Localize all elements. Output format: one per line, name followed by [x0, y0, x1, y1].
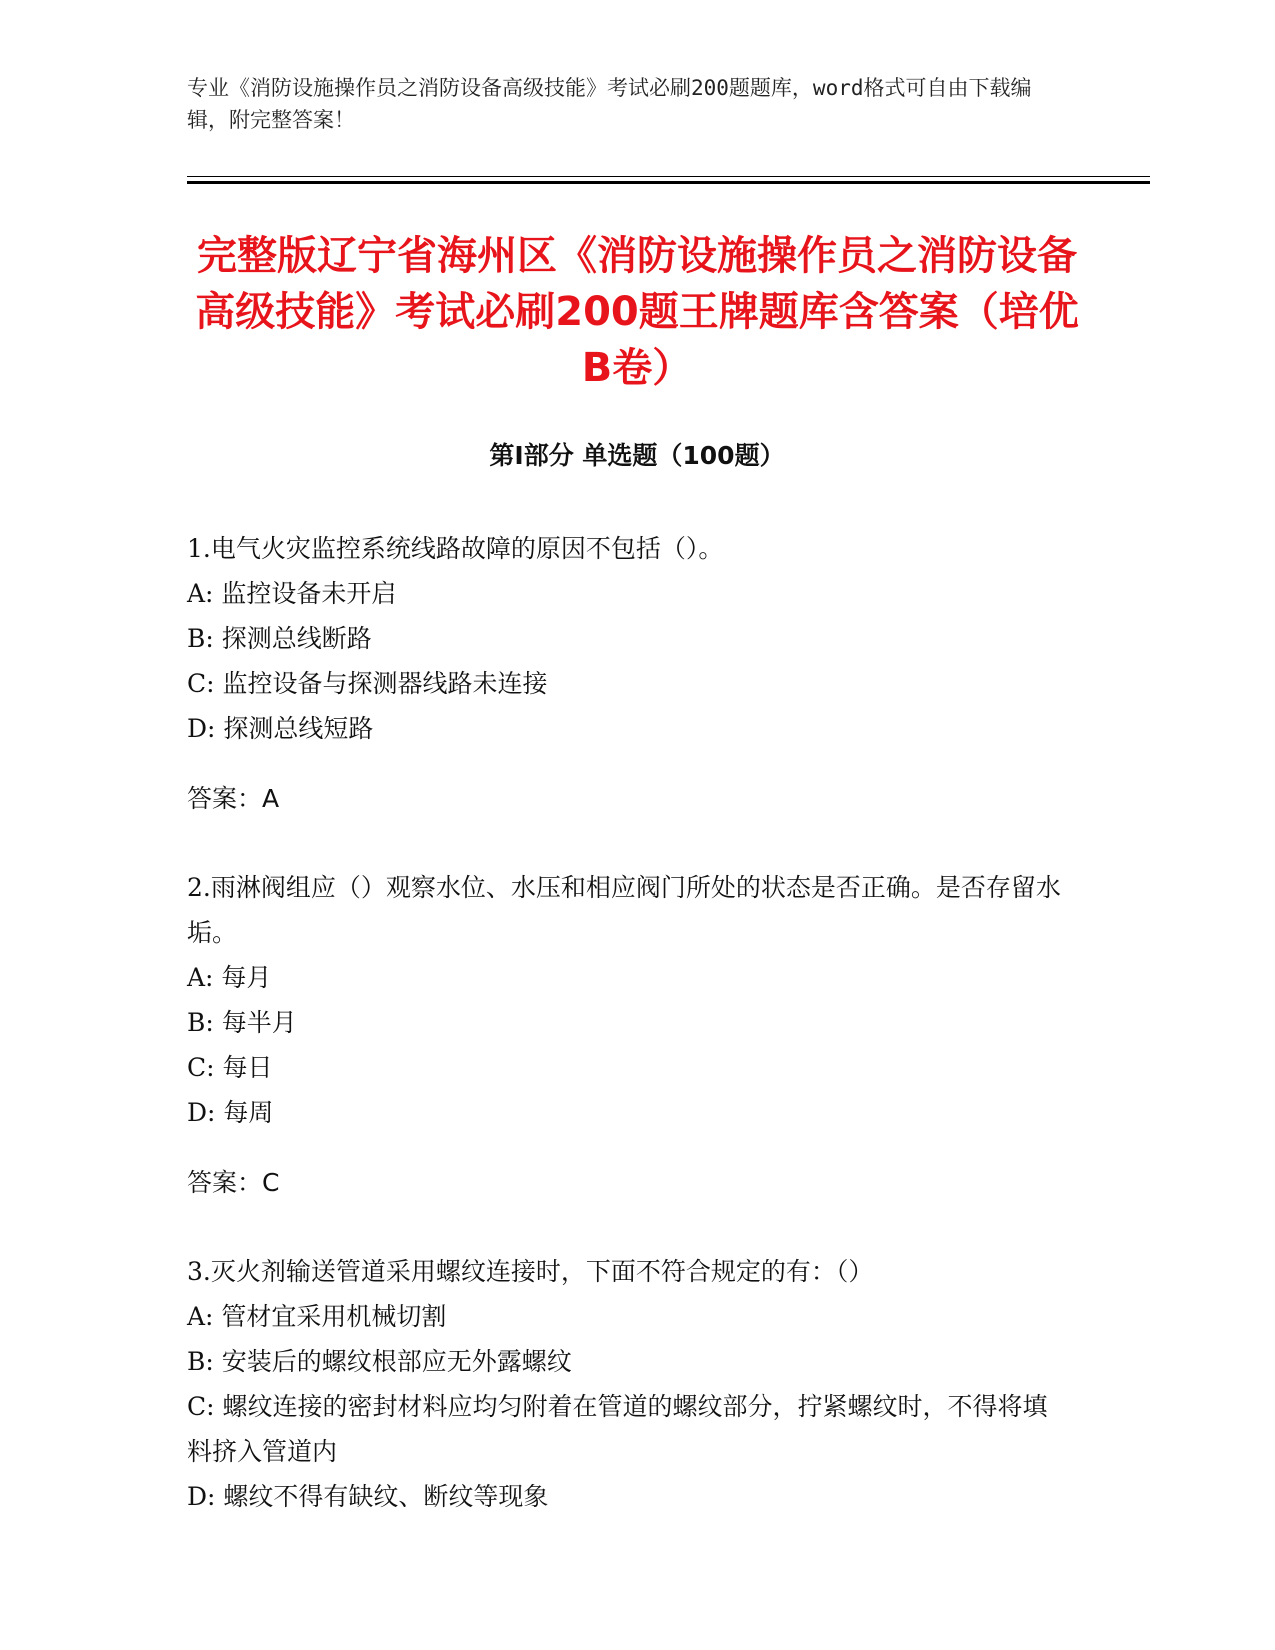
question-stem: 3.灭火剂输送管道采用螺纹连接时，下面不符合规定的有：（） [187, 1257, 874, 1286]
option-b: B: 探测总线断路 [187, 624, 372, 653]
option-a: A: 管材宜采用机械切割 [187, 1302, 447, 1331]
header-divider-thick [187, 181, 1150, 184]
question-list [187, 526, 1067, 1563]
option-c: C: 监控设备与探测器线路未连接 [187, 669, 548, 698]
option-d: D: 每周 [187, 1098, 274, 1127]
option-c: C: 螺纹连接的密封材料应均匀附着在管道的螺纹部分，拧紧螺纹时，不得将填料挤入管道内 [187, 1392, 1048, 1466]
question-1 [187, 526, 1067, 821]
document-title: 完整版辽宁省海州区《消防设施操作员之消防设备高级技能》考试必刷200题王牌题库含答案（培优B卷） [195, 233, 1079, 391]
question-2 [187, 865, 1067, 1205]
option-d: D: 探测总线短路 [187, 714, 374, 743]
header-note: 专业《消防设施操作员之消防设备高级技能》考试必刷200题题库，word格式可自由下载编辑，附完整答案！ [187, 76, 1032, 132]
question-stem: 1.电气火灾监控系统线路故障的原因不包括（）。 [187, 534, 724, 563]
option-b: B: 安装后的螺纹根部应无外露螺纹 [187, 1347, 572, 1376]
option-d: D: 螺纹不得有缺纹、断纹等现象 [187, 1482, 549, 1511]
question-stem: 2.雨淋阀组应（）观察水位、水压和相应阀门所处的状态是否正确。是否存留水垢。 [187, 873, 1061, 947]
option-a: A: 监控设备未开启 [187, 579, 397, 608]
section-title: 第Ⅰ部分 单选题（100题） [489, 441, 785, 470]
header-divider-thin [187, 176, 1150, 177]
answer: 答案：C [187, 1168, 280, 1197]
option-c: C: 每日 [187, 1053, 273, 1082]
option-a: A: 每月 [187, 963, 272, 992]
answer: 答案：A [187, 784, 280, 813]
question-3 [187, 1249, 1067, 1519]
option-b: B: 每半月 [187, 1008, 297, 1037]
